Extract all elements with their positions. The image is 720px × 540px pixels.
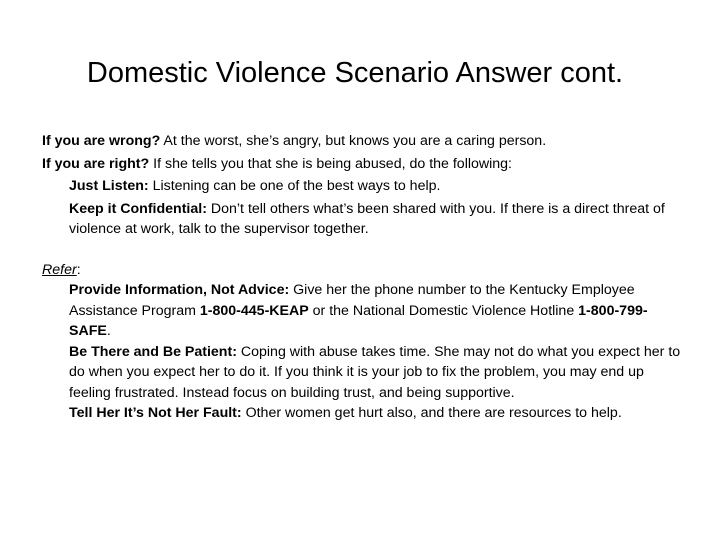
patient-text: Coping with abuse takes time. She may not do what you expect her to do when you expect her to do it. If you think it is your job to fix the problem, you may end up feeling frustrated. Instead focus on building trust, and being supportive.	[69, 343, 681, 401]
wrong-lead: If you are wrong?	[42, 133, 161, 149]
paragraph-refer	[42, 260, 682, 281]
paragraph-listen	[42, 176, 682, 197]
info-text-2: or the National Domestic Violence Hotline	[308, 302, 579, 319]
wrong-text: At the worst, she’s angry, but knows you are a caring person.	[160, 133, 547, 149]
info-text-1: Give her the phone number to the Kentucky Employee Assistance Program	[69, 282, 635, 319]
paragraph-confidential	[42, 199, 682, 240]
refer-label: Refer	[42, 261, 77, 278]
confidential-lead: Keep it Confidential:	[69, 200, 207, 217]
slide-body	[42, 131, 682, 424]
slide-title: Domestic Violence Scenario Answer cont.	[86, 57, 624, 89]
paragraph-wrong	[42, 131, 682, 152]
info-phone-2: 1-800-799-SAFE	[69, 302, 648, 339]
listen-lead: Just Listen:	[69, 178, 149, 194]
info-text-3: .	[106, 323, 111, 339]
paragraph-fault	[42, 403, 682, 424]
paragraph-patient	[42, 342, 682, 404]
fault-text: Other women get hurt also, and there are resources to help.	[241, 405, 622, 421]
listen-text: Listening can be one of the best ways to help.	[148, 178, 441, 194]
info-lead: Provide Information, Not Advice:	[69, 282, 290, 298]
info-phone-1: 1-800-445-KEAP	[199, 302, 309, 319]
paragraph-right	[42, 154, 682, 175]
right-text: If she tells you that she is being abused, do the following:	[149, 155, 513, 172]
right-lead: If you are right?	[42, 155, 150, 172]
confidential-text: Don’t tell others what’s been shared with you. If there is a direct threat of violence at work, talk to the supervisor together.	[69, 200, 665, 237]
patient-lead: Be There and Be Patient:	[69, 343, 237, 360]
refer-colon: :	[76, 261, 81, 278]
spacer	[42, 240, 682, 260]
paragraph-info	[42, 280, 682, 342]
fault-lead: Tell Her It’s Not Her Fault:	[69, 405, 242, 421]
